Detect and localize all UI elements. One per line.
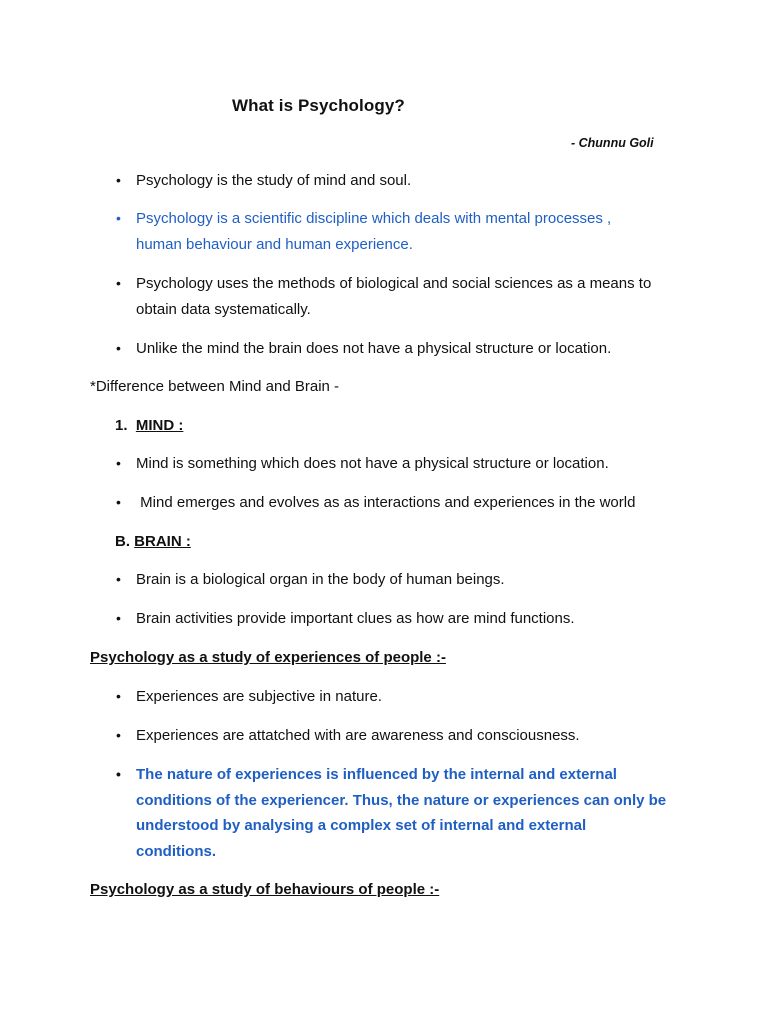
list-item-text: Mind emerges and evolves as as interactions and experiences in the world <box>136 494 636 511</box>
bullet-icon: • <box>116 727 121 743</box>
bullet-icon: • <box>116 688 121 704</box>
brain-number: B. <box>115 533 130 550</box>
bullet-icon: • <box>116 275 121 291</box>
list-item-text: conditions of the experiencer. Thus, the nature or experiences can only be <box>136 791 667 809</box>
list-item-text: Mind is something which does not have a physical structure or location. <box>136 455 609 472</box>
bullet-icon: • <box>116 494 121 510</box>
brain-heading <box>115 529 191 554</box>
bullet-icon: • <box>116 571 121 587</box>
list-item-text: understood by analysing a complex set of internal and external <box>136 817 587 834</box>
bullet-icon: • <box>116 210 121 226</box>
page-title: What is Psychology? <box>232 96 405 115</box>
author-byline: - Chunnu Goli <box>571 136 654 150</box>
brain-label: BRAIN : <box>134 533 191 550</box>
bullet-icon: • <box>116 610 121 626</box>
list-item-text: Brain activities provide important clues as how are mind functions. <box>136 610 575 627</box>
list-item-text: Experiences are subjective in nature. <box>136 688 382 705</box>
list-item-text: conditions. <box>136 842 216 860</box>
mind-label: MIND : <box>135 417 184 434</box>
list-item-text: Psychology uses the methods of biological and social sciences as a means to <box>136 275 652 292</box>
bullet-icon: • <box>116 455 121 471</box>
bullet-icon: • <box>116 172 121 188</box>
list-item-text: obtain data systematically. <box>136 300 311 318</box>
list-item-text: human behaviour and human experience. <box>136 235 413 253</box>
list-item-text: Experiences are attatched with are awareness and consciousness. <box>136 727 580 744</box>
list-item-text: Unlike the mind the brain does not have a physical structure or location. <box>136 340 612 357</box>
bullet-icon: • <box>116 766 121 782</box>
list-item-text: Brain is a biological organ in the body of human beings. <box>136 571 505 588</box>
list-item-text: Psychology is the study of mind and soul. <box>136 172 412 189</box>
experiences-heading: Psychology as a study of experiences of people :- <box>90 649 446 666</box>
list-item-text: Psychology is a scientific discipline which deals with mental processes , <box>136 210 612 227</box>
mind-number: 1. <box>115 417 128 434</box>
behaviours-heading: Psychology as a study of behaviours of people :- <box>90 881 440 898</box>
list-item-text: The nature of experiences is influenced by the internal and external <box>136 766 617 783</box>
bullet-icon: • <box>116 340 121 356</box>
mind-heading <box>115 413 183 438</box>
difference-heading: *Difference between Mind and Brain - <box>90 378 340 395</box>
